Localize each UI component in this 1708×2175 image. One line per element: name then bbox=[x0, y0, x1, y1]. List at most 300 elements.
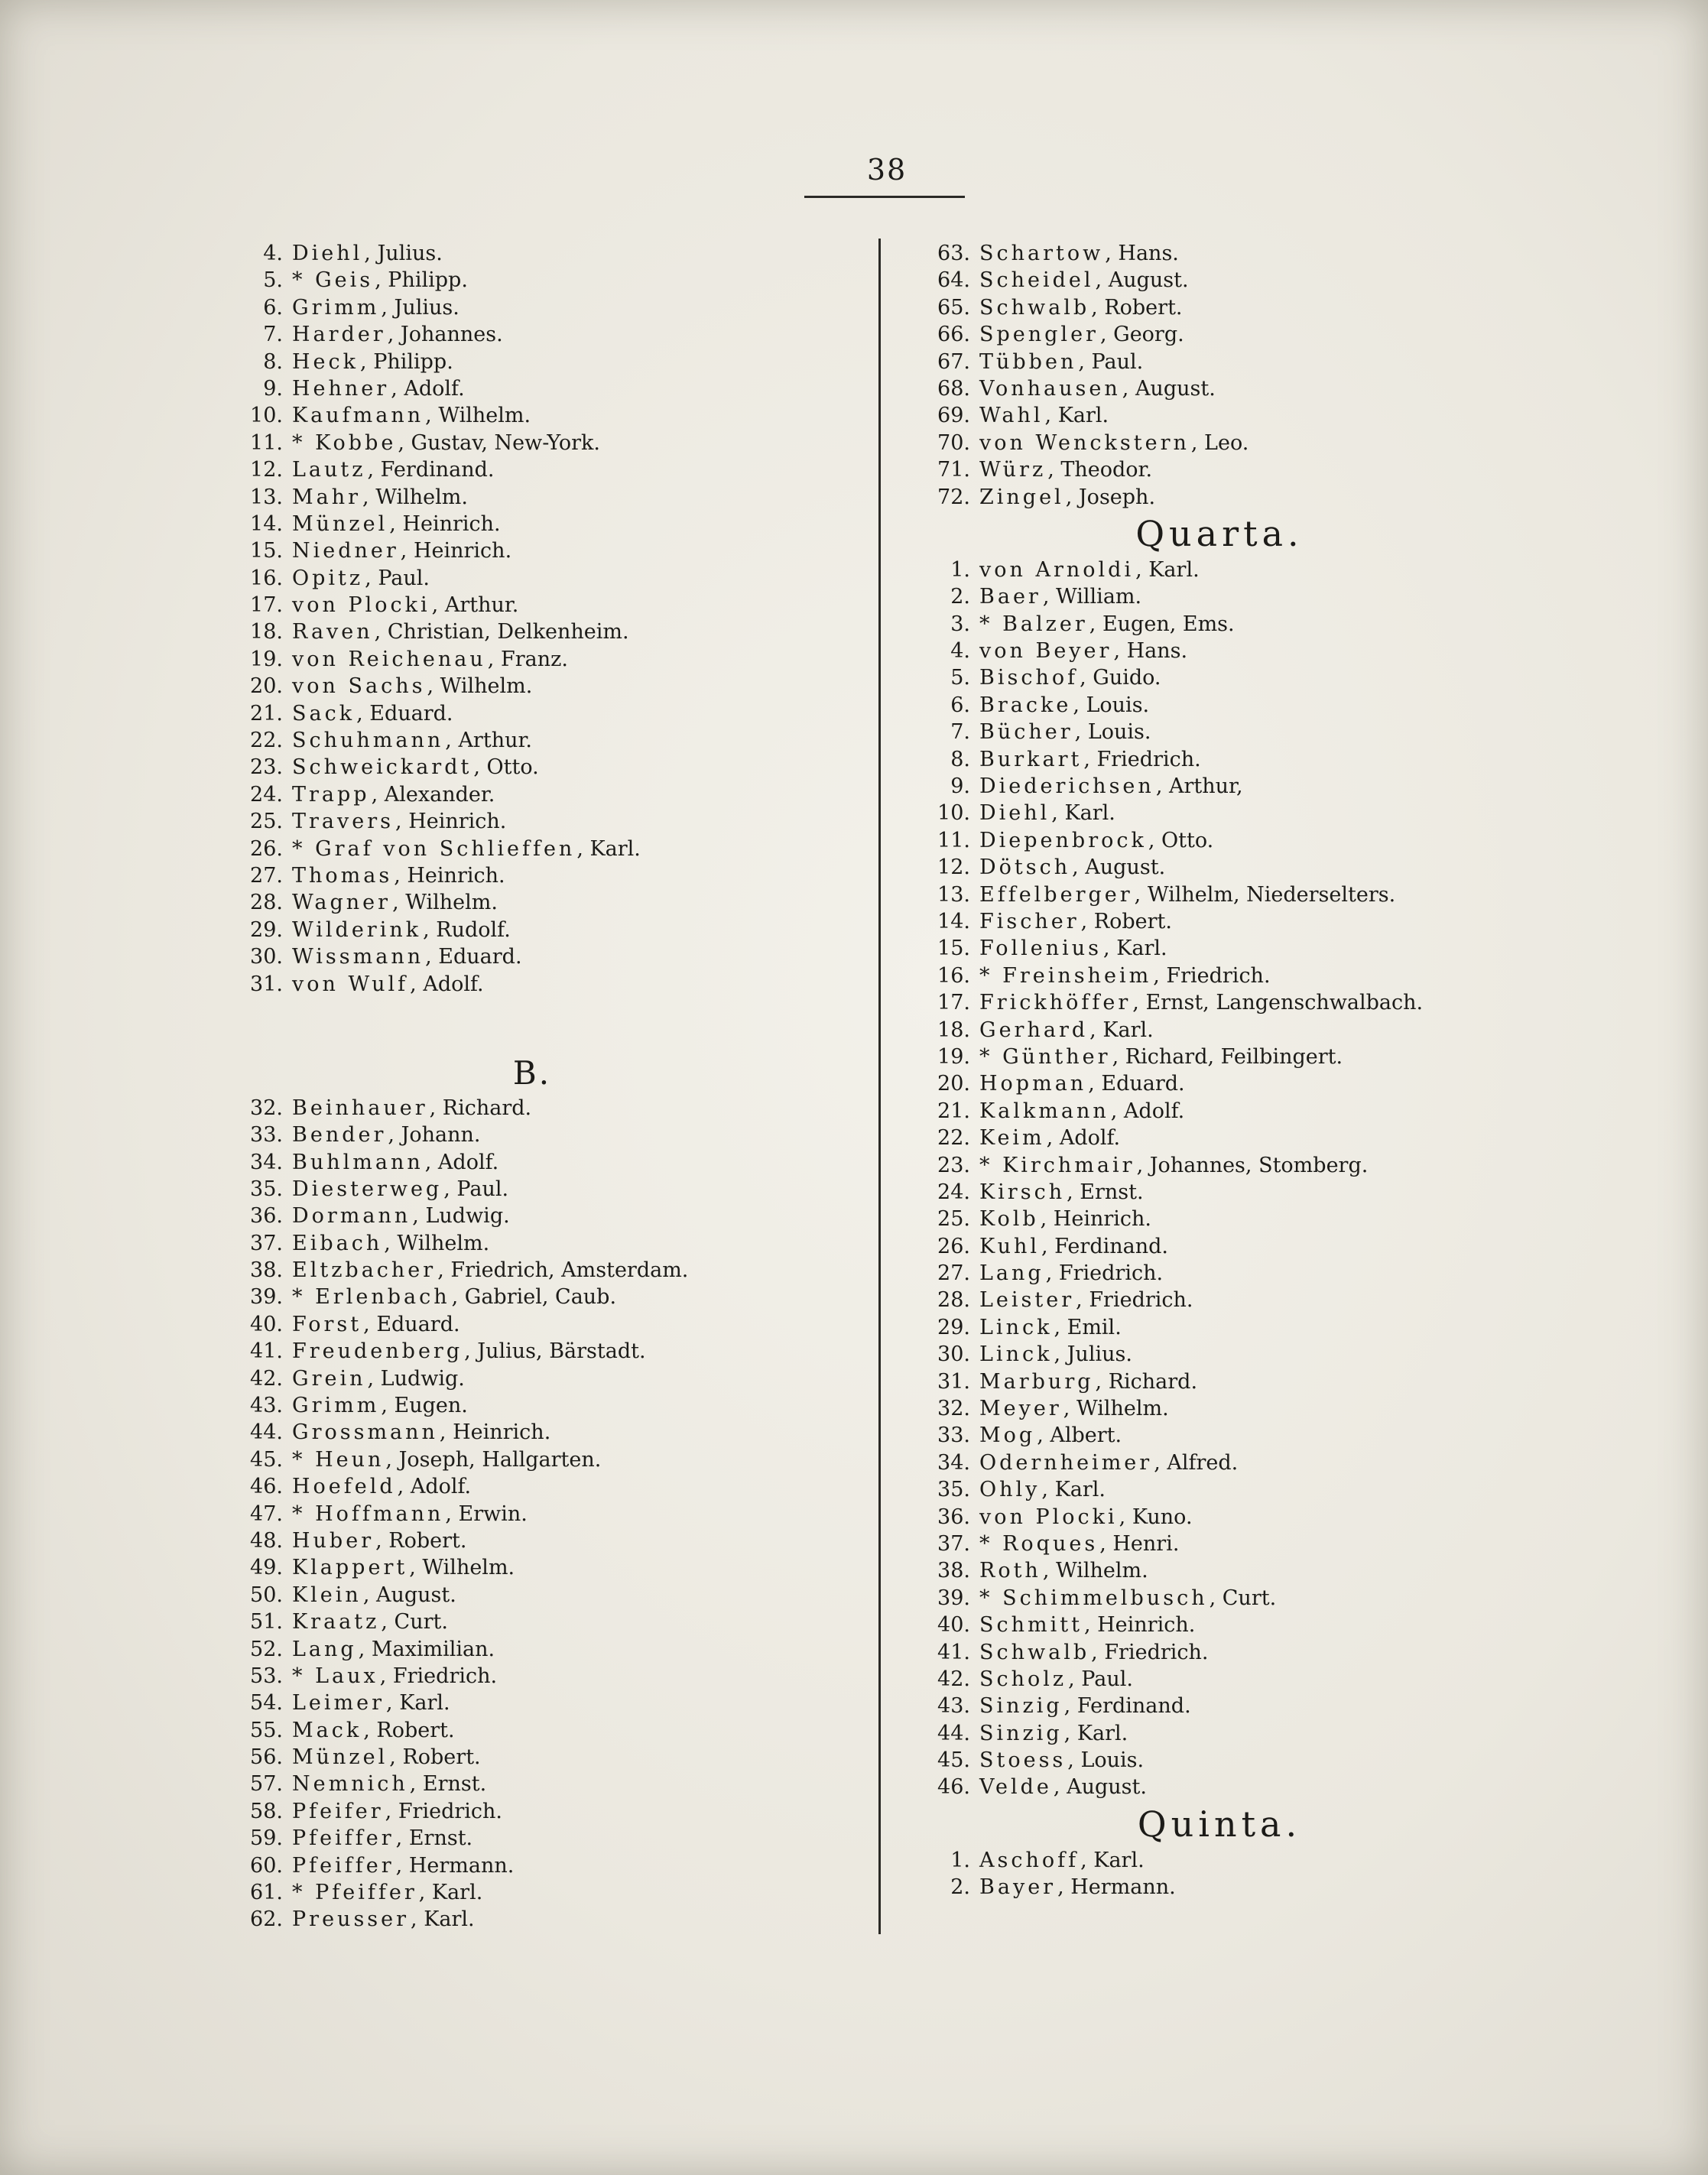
separator: , bbox=[1065, 485, 1079, 509]
entry-number: 41. bbox=[250, 1339, 283, 1364]
surname: von Reichenau bbox=[292, 647, 486, 671]
surname: Klein bbox=[292, 1583, 362, 1607]
surname: * Balzer bbox=[979, 612, 1088, 636]
surname: Frickhöffer bbox=[979, 991, 1132, 1015]
student-entry bbox=[914, 1847, 1525, 1874]
given-name: Karl. bbox=[1116, 937, 1167, 961]
separator: , bbox=[1057, 1875, 1071, 1900]
entry-number: 14. bbox=[937, 909, 970, 933]
surname: Heck bbox=[292, 349, 359, 374]
student-entry bbox=[226, 1338, 838, 1365]
student-entry bbox=[914, 1152, 1525, 1179]
given-name: Friedrich. bbox=[392, 1664, 498, 1688]
entry-number: 46. bbox=[250, 1475, 283, 1499]
student-entry bbox=[226, 1554, 838, 1581]
student-entry bbox=[226, 1663, 838, 1690]
given-name: Heinrich. bbox=[453, 1420, 551, 1445]
surname: * Laux bbox=[292, 1664, 378, 1688]
separator: , bbox=[1041, 1234, 1055, 1258]
student-entry bbox=[226, 971, 838, 998]
entry-number: 22. bbox=[250, 729, 283, 753]
entry-number: 31. bbox=[937, 1369, 970, 1394]
separator: , bbox=[1067, 1180, 1080, 1204]
given-name: Karl. bbox=[589, 836, 641, 861]
surname: Hopman bbox=[979, 1072, 1087, 1096]
entry-number: 60. bbox=[250, 1853, 283, 1878]
surname: Wahl bbox=[979, 404, 1044, 428]
given-name: Joseph, Hallgarten. bbox=[398, 1447, 602, 1472]
entry-number: 29. bbox=[250, 917, 283, 942]
student-entry bbox=[226, 267, 838, 294]
student-entry bbox=[226, 1257, 838, 1284]
surname: von Beyer bbox=[979, 639, 1112, 664]
given-name: Friedrich, Amsterdam. bbox=[450, 1258, 689, 1283]
given-name: Arthur. bbox=[444, 593, 519, 618]
student-entry bbox=[914, 1098, 1525, 1125]
given-name: Heinrich. bbox=[408, 810, 507, 834]
given-name: Ferdinand. bbox=[1054, 1234, 1168, 1258]
given-name: Christian, Delkenheim. bbox=[387, 620, 629, 644]
entry-number: 5. bbox=[950, 666, 970, 690]
separator: , bbox=[381, 295, 395, 320]
given-name: Robert. bbox=[376, 1718, 455, 1742]
student-entry bbox=[226, 1636, 838, 1663]
surname: Niedner bbox=[292, 539, 399, 563]
entry-number: 16. bbox=[250, 566, 283, 590]
separator: , bbox=[1083, 747, 1097, 771]
separator: , bbox=[379, 1664, 393, 1688]
given-name: Friedrich. bbox=[398, 1799, 503, 1823]
given-name: Louis. bbox=[1080, 1748, 1145, 1773]
given-name: Ernst, Langenschwalbach. bbox=[1145, 991, 1424, 1015]
separator: , bbox=[425, 404, 439, 428]
surname: von Wulf bbox=[292, 972, 409, 996]
surname: Mack bbox=[292, 1718, 362, 1742]
entry-number: 29. bbox=[937, 1315, 970, 1339]
given-name: Maximilian. bbox=[371, 1637, 495, 1661]
separator: , bbox=[1105, 242, 1119, 265]
given-name: Alfred. bbox=[1167, 1450, 1239, 1475]
entry-number: 16. bbox=[937, 963, 970, 988]
surname: Burkart bbox=[979, 747, 1083, 771]
given-name: Julius. bbox=[377, 242, 443, 265]
separator: , bbox=[1078, 349, 1092, 374]
entry-number: 12. bbox=[937, 855, 970, 880]
student-entry bbox=[914, 1557, 1525, 1584]
surname: Scholz bbox=[979, 1667, 1067, 1691]
surname: Kuhl bbox=[979, 1234, 1040, 1258]
surname: Follenius bbox=[979, 937, 1102, 961]
surname: Bracke bbox=[979, 693, 1072, 717]
entry-number: 65. bbox=[937, 295, 970, 320]
separator: , bbox=[423, 917, 437, 942]
entry-number: 37. bbox=[250, 1231, 283, 1255]
given-name: August. bbox=[375, 1583, 456, 1607]
given-name: Adolf. bbox=[1123, 1099, 1185, 1123]
entry-number: 7. bbox=[950, 720, 970, 745]
surname: Schuhmann bbox=[292, 729, 444, 753]
surname: Zingel bbox=[979, 485, 1064, 509]
surname: Kirsch bbox=[979, 1180, 1066, 1204]
given-name: Robert. bbox=[388, 1528, 467, 1553]
entry-number: 18. bbox=[937, 1018, 970, 1042]
given-name: Alexander. bbox=[384, 782, 495, 807]
student-entry bbox=[914, 1747, 1525, 1774]
separator: , bbox=[360, 349, 374, 374]
separator: , bbox=[464, 1339, 478, 1364]
separator: , bbox=[1037, 1423, 1050, 1448]
given-name: Karl. bbox=[1093, 1848, 1145, 1872]
separator: , bbox=[1119, 1505, 1132, 1529]
entry-number: 15. bbox=[937, 937, 970, 961]
student-entry bbox=[914, 1531, 1525, 1557]
surname: Schwalb bbox=[979, 1640, 1090, 1664]
student-entry bbox=[914, 1476, 1525, 1503]
student-entry bbox=[226, 1825, 838, 1852]
separator: , bbox=[1088, 1072, 1102, 1096]
given-name: Heinrich. bbox=[1097, 1613, 1196, 1638]
separator: , bbox=[1074, 720, 1088, 745]
surname: Grossmann bbox=[292, 1420, 438, 1445]
separator: , bbox=[1045, 1261, 1059, 1286]
separator: , bbox=[1190, 430, 1205, 455]
given-name: Robert. bbox=[1093, 909, 1172, 933]
entry-number: 70. bbox=[937, 430, 970, 455]
separator: , bbox=[1135, 557, 1149, 582]
given-name: Philipp. bbox=[388, 268, 468, 293]
student-entry bbox=[226, 1744, 838, 1771]
given-name: Otto. bbox=[486, 755, 539, 780]
given-name: Robert. bbox=[402, 1745, 481, 1770]
page-number: 38 bbox=[866, 153, 908, 187]
student-entry bbox=[914, 1341, 1525, 1368]
student-entry bbox=[914, 1125, 1525, 1151]
given-name: August. bbox=[1067, 1775, 1147, 1800]
student-entry bbox=[914, 664, 1525, 691]
surname: Mahr bbox=[292, 485, 362, 509]
entry-number: 44. bbox=[937, 1721, 970, 1745]
separator: , bbox=[363, 1312, 377, 1336]
entry-number: 56. bbox=[250, 1745, 283, 1770]
entry-number: 62. bbox=[250, 1907, 283, 1932]
surname: Marburg bbox=[979, 1369, 1094, 1394]
student-entry bbox=[226, 1095, 838, 1122]
surname: Schweickardt bbox=[292, 755, 472, 780]
surname: von Arnoldi bbox=[979, 557, 1135, 582]
surname: * Geis bbox=[292, 268, 374, 293]
surname: Diehl bbox=[292, 242, 363, 265]
surname: Raven bbox=[292, 620, 373, 644]
surname: Linck bbox=[979, 1342, 1053, 1367]
given-name: Paul. bbox=[456, 1177, 509, 1201]
separator: , bbox=[1122, 376, 1135, 401]
surname: Bücher bbox=[979, 720, 1073, 745]
entry-number: 11. bbox=[937, 828, 970, 852]
entry-number: 71. bbox=[937, 458, 970, 482]
entry-number: 30. bbox=[250, 945, 283, 969]
surname: Travers bbox=[292, 810, 395, 834]
separator: , bbox=[1112, 1044, 1125, 1069]
student-entry bbox=[914, 583, 1525, 610]
entry-number: 23. bbox=[937, 1153, 970, 1177]
student-entry bbox=[914, 611, 1525, 638]
surname: * Erlenbach bbox=[292, 1285, 450, 1310]
surname: Sinzig bbox=[979, 1721, 1063, 1745]
surname: Scheidel bbox=[979, 268, 1094, 293]
entry-number: 33. bbox=[250, 1123, 283, 1148]
student-entry bbox=[914, 827, 1525, 854]
entry-number: 32. bbox=[250, 1096, 283, 1120]
separator: , bbox=[411, 1907, 424, 1932]
surname: Grimm bbox=[292, 1394, 380, 1418]
separator: , bbox=[425, 945, 439, 969]
separator: , bbox=[389, 1745, 403, 1770]
given-name: Eduard. bbox=[1101, 1072, 1185, 1096]
given-name: Karl. bbox=[424, 1907, 475, 1932]
student-entry bbox=[226, 1230, 838, 1257]
entry-number: 28. bbox=[250, 891, 283, 915]
given-name: August. bbox=[1108, 268, 1189, 293]
separator: , bbox=[1099, 323, 1114, 347]
separator: , bbox=[397, 1475, 411, 1499]
surname: Hehner bbox=[292, 376, 390, 401]
surname: Nemnich bbox=[292, 1772, 408, 1797]
separator: , bbox=[1153, 963, 1167, 988]
given-name: Ferdinand. bbox=[380, 458, 495, 482]
student-entry bbox=[914, 773, 1525, 800]
student-entry bbox=[914, 557, 1525, 583]
student-entry bbox=[226, 808, 838, 835]
student-entry bbox=[226, 1446, 838, 1473]
given-name: Johannes. bbox=[400, 323, 503, 347]
surname: Sinzig bbox=[979, 1694, 1063, 1719]
given-name: Julius. bbox=[1067, 1342, 1132, 1367]
separator: , bbox=[1040, 1207, 1054, 1232]
separator: , bbox=[389, 511, 403, 536]
student-entry bbox=[226, 1582, 838, 1609]
given-name: Karl. bbox=[399, 1691, 450, 1716]
surname: Kaufmann bbox=[292, 404, 424, 428]
separator: , bbox=[385, 1799, 398, 1823]
student-entry bbox=[914, 1639, 1525, 1666]
separator: , bbox=[392, 891, 406, 915]
entry-number: 4. bbox=[263, 242, 283, 265]
separator: , bbox=[445, 729, 459, 753]
given-name: Ludwig. bbox=[380, 1366, 465, 1391]
given-name: Adolf. bbox=[1059, 1126, 1121, 1151]
entry-number: 14. bbox=[250, 511, 283, 536]
student-entry bbox=[226, 537, 838, 564]
surname: * Schimmelbusch bbox=[979, 1586, 1208, 1610]
given-name: Friedrich. bbox=[1089, 1288, 1193, 1313]
entry-number: 48. bbox=[250, 1528, 283, 1553]
given-name: Paul. bbox=[378, 566, 430, 590]
student-entry bbox=[914, 800, 1525, 826]
entry-number: 8. bbox=[950, 747, 970, 771]
entry-number: 59. bbox=[250, 1826, 283, 1851]
section-heading: B. bbox=[512, 1053, 552, 1092]
student-entry bbox=[914, 456, 1525, 483]
given-name: Julius, Bärstadt. bbox=[477, 1339, 646, 1364]
entry-number: 63. bbox=[937, 242, 970, 265]
separator: , bbox=[1091, 295, 1105, 320]
student-entry bbox=[226, 1717, 838, 1744]
entry-number: 49. bbox=[250, 1556, 283, 1580]
student-entry bbox=[226, 1392, 838, 1419]
entry-number: 9. bbox=[263, 376, 283, 401]
student-entry bbox=[226, 646, 838, 673]
student-entry bbox=[226, 943, 838, 970]
entry-number: 20. bbox=[937, 1072, 970, 1096]
separator: , bbox=[391, 376, 404, 401]
given-name: Curt. bbox=[1222, 1586, 1277, 1610]
entry-number: 31. bbox=[250, 972, 283, 996]
given-name: Adolf. bbox=[437, 1150, 499, 1174]
surname: * Pfeiffer bbox=[292, 1881, 417, 1905]
surname: * Hoffmann bbox=[292, 1501, 444, 1526]
separator: , bbox=[1072, 855, 1086, 880]
given-name: Eduard. bbox=[376, 1312, 460, 1336]
separator: , bbox=[1054, 1315, 1067, 1339]
given-name: Georg. bbox=[1113, 323, 1184, 347]
given-name: August. bbox=[1085, 855, 1166, 880]
entry-number: 47. bbox=[250, 1501, 283, 1526]
student-entry bbox=[914, 1179, 1525, 1206]
separator: , bbox=[1080, 1848, 1094, 1872]
entry-number: 58. bbox=[250, 1799, 283, 1823]
student-entry bbox=[914, 1287, 1525, 1313]
separator: , bbox=[1080, 909, 1094, 933]
student-entry bbox=[226, 1906, 838, 1933]
separator: , bbox=[1083, 1613, 1098, 1638]
entry-number: 7. bbox=[263, 323, 283, 347]
given-name: Karl. bbox=[1076, 1721, 1128, 1745]
student-entry bbox=[914, 1395, 1525, 1422]
separator: , bbox=[431, 593, 445, 618]
separator: , bbox=[1051, 801, 1065, 826]
entry-number: 50. bbox=[250, 1583, 283, 1607]
student-entry bbox=[226, 1176, 838, 1203]
separator: , bbox=[1073, 693, 1086, 717]
entry-number: 45. bbox=[937, 1748, 970, 1773]
separator: , bbox=[439, 1420, 453, 1445]
separator: , bbox=[375, 268, 388, 293]
separator: , bbox=[1063, 1694, 1077, 1719]
given-name: Karl. bbox=[1102, 1018, 1154, 1042]
separator: , bbox=[367, 1366, 381, 1391]
surname: Roth bbox=[979, 1559, 1041, 1583]
separator: , bbox=[1113, 639, 1127, 664]
given-name: Eugen, Ems. bbox=[1102, 612, 1235, 636]
given-name: Julius. bbox=[394, 295, 459, 320]
student-entry bbox=[914, 935, 1525, 962]
given-name: Adolf. bbox=[404, 376, 465, 401]
surname: Grimm bbox=[292, 295, 380, 320]
separator: , bbox=[424, 1150, 438, 1174]
entry-number: 42. bbox=[937, 1667, 970, 1691]
student-entry bbox=[914, 881, 1525, 908]
given-name: Wilhelm. bbox=[440, 674, 533, 699]
surname: Effelberger bbox=[979, 882, 1133, 907]
separator: , bbox=[386, 1691, 400, 1716]
entry-number: 12. bbox=[250, 458, 283, 482]
surname: Bischof bbox=[979, 666, 1079, 690]
entry-number: 10. bbox=[937, 801, 970, 826]
given-name: William. bbox=[1056, 585, 1142, 609]
separator: , bbox=[427, 674, 440, 699]
entry-number: 69. bbox=[937, 404, 970, 428]
entry-number: 34. bbox=[250, 1150, 283, 1174]
separator: , bbox=[412, 1204, 426, 1229]
entry-number: 9. bbox=[950, 774, 970, 799]
student-entry bbox=[226, 1527, 838, 1554]
given-name: Leo. bbox=[1204, 430, 1249, 455]
right-column bbox=[914, 240, 1525, 1901]
student-entry bbox=[226, 456, 838, 483]
surname: Mog bbox=[979, 1423, 1036, 1448]
separator: , bbox=[429, 1096, 443, 1120]
column-divider bbox=[878, 239, 881, 1934]
entry-number: 2. bbox=[950, 1875, 970, 1900]
student-entry bbox=[914, 1044, 1525, 1070]
entry-number: 6. bbox=[950, 693, 970, 717]
entry-number: 35. bbox=[250, 1177, 283, 1201]
separator: , bbox=[1154, 1450, 1167, 1475]
given-name: Eduard. bbox=[438, 945, 522, 969]
entry-number: 66. bbox=[937, 323, 970, 347]
entry-number: 36. bbox=[937, 1505, 970, 1529]
given-name: Paul. bbox=[1081, 1667, 1133, 1691]
student-entry bbox=[914, 1612, 1525, 1638]
surname: Stoess bbox=[979, 1748, 1067, 1773]
student-entry bbox=[914, 321, 1525, 348]
student-entry bbox=[226, 349, 838, 375]
surname: Harder bbox=[292, 323, 386, 347]
surname: Klappert bbox=[292, 1556, 408, 1580]
separator: , bbox=[362, 485, 376, 509]
student-entry bbox=[226, 781, 838, 808]
separator: , bbox=[1155, 774, 1169, 799]
given-name: Henri. bbox=[1112, 1531, 1180, 1556]
student-entry bbox=[914, 484, 1525, 511]
surname: Beinhauer bbox=[292, 1096, 428, 1120]
entry-number: 24. bbox=[937, 1180, 970, 1204]
entry-number: 15. bbox=[250, 539, 283, 563]
surname: Fischer bbox=[979, 909, 1080, 933]
separator: , bbox=[473, 755, 487, 780]
separator: , bbox=[1053, 1775, 1067, 1800]
surname: Bayer bbox=[979, 1875, 1057, 1900]
surname: Dötsch bbox=[979, 855, 1071, 880]
entry-number: 54. bbox=[250, 1691, 283, 1716]
surname: von Plocki bbox=[292, 593, 430, 618]
section-heading: Quinta. bbox=[1137, 1803, 1302, 1845]
entry-number: 41. bbox=[937, 1640, 970, 1664]
student-entry bbox=[226, 700, 838, 727]
surname: Baer bbox=[979, 585, 1041, 609]
student-entry bbox=[914, 1693, 1525, 1719]
given-name: Hans. bbox=[1126, 639, 1188, 664]
given-name: Richard. bbox=[442, 1096, 532, 1120]
student-entry bbox=[226, 1690, 838, 1716]
surname: Hoefeld bbox=[292, 1475, 396, 1499]
student-entry bbox=[226, 836, 838, 862]
given-name: Adolf. bbox=[423, 972, 484, 996]
entry-number: 25. bbox=[937, 1207, 970, 1232]
separator: , bbox=[364, 242, 378, 265]
entry-number: 17. bbox=[937, 991, 970, 1015]
separator: , bbox=[1044, 404, 1058, 428]
